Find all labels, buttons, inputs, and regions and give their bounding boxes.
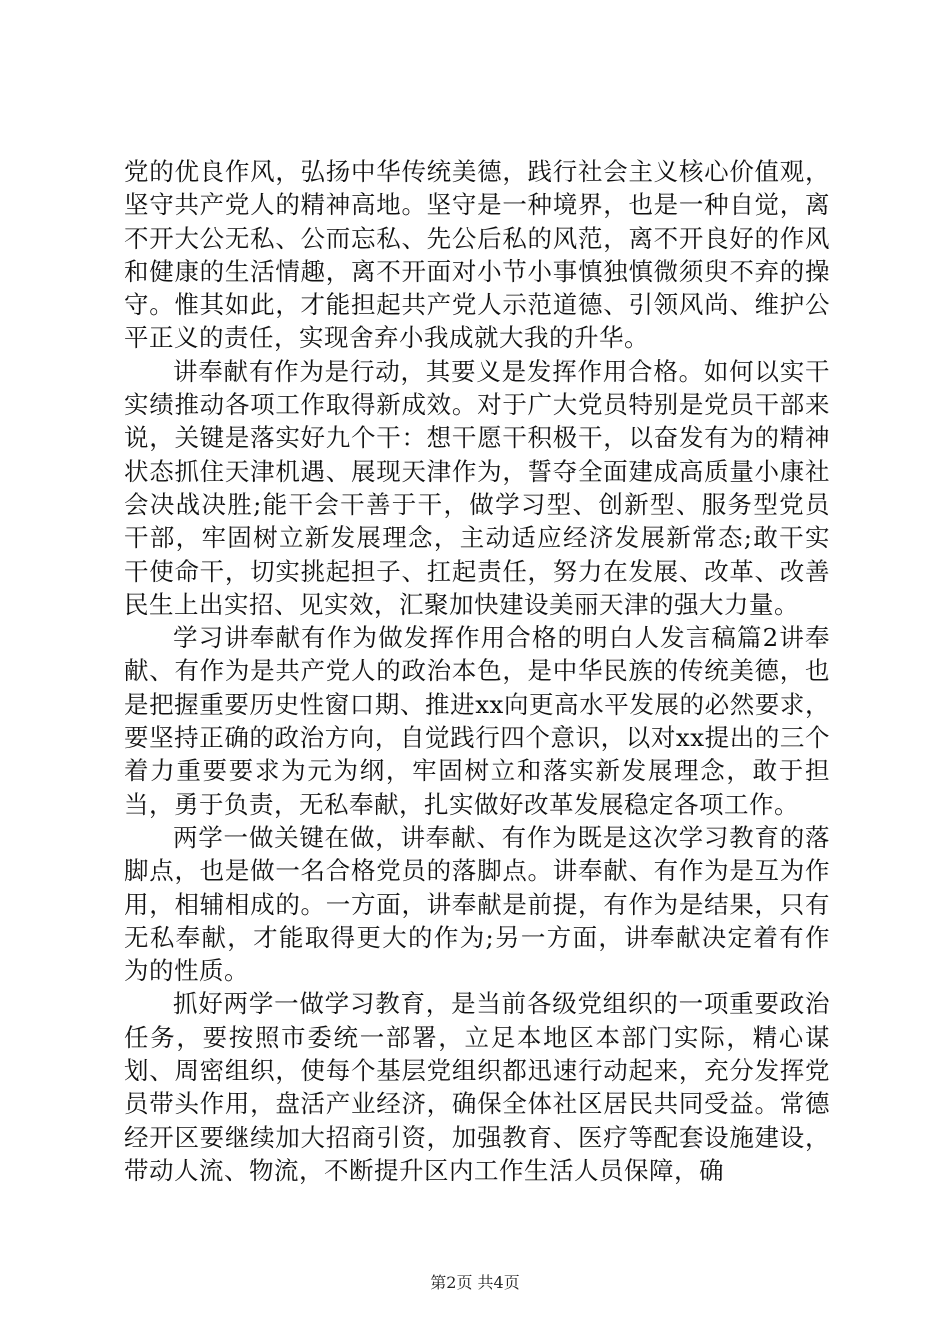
page-footer (0, 1273, 950, 1293)
page-number-label: 第2页 共4页 (430, 1273, 520, 1292)
paragraph-4: 两学一做关键在做，讲奉献、有作为既是这次学习教育的落脚点，也是做一名合格党员的落脚点。讲奉献、有作为是互为作用，相辅相成的。一方面，讲奉献是前提，有作为是结果，只有无私奉献，才能取得更大的作为;另一方面，讲奉献决定着有作为的性质。 (124, 822, 830, 986)
paragraph-2: 讲奉献有作为是行动，其要义是发挥作用合格。如何以实干实绩推动各项工作取得新成效。对于广大党员特别是党员干部来说，关键是落实好九个干：想干愿干积极干，以奋发有为的精神状态抓住天津机遇、展现天津作为，誓夺全面建成高质量小康社会决战决胜;能干会干善于干，做学习型、创新型、服务型党员干部，牢固树立新发展理念，主动适应经济发展新常态;敢干实干使命干，切实挑起担子、扛起责任，努力在发展、改革、改善民生上出实招、见实效，汇聚加快建设美丽天津的强大力量。 (124, 356, 830, 619)
document-body (124, 155, 830, 1187)
paragraph-3: 学习讲奉献有作为做发挥作用合格的明白人发言稿篇2讲奉献、有作为是共产党人的政治本色，是中华民族的传统美德，也是把握重要历史性窗口期、推进xx向更高水平发展的必然要求，要坚持正确的政治方向，自觉践行四个意识，以对xx提出的三个着力重要要求为元为纲，牢固树立和落实新发展理念，敢于担当，勇于负责，无私奉献，扎实做好改革发展稳定各项工作。 (124, 623, 830, 819)
paragraph-1: 党的优良作风，弘扬中华传统美德，践行社会主义核心价值观，坚守共产党人的精神高地。坚守是一种境界，也是一种自觉，离不开大公无私、公而忘私、先公后私的风范，离不开良好的作风和健康的生活情趣，离不开面对小节小事慎独慎微须臾不弃的操守。惟其如此，才能担起共产党人示范道德、引领风尚、维护公平正义的责任，实现舍弃小我成就大我的升华。 (124, 157, 830, 353)
paragraph-5: 抓好两学一做学习教育，是当前各级党组织的一项重要政治任务，要按照市委统一部署，立足本地区本部门实际，精心谋划、周密组织，使每个基层党组织都迅速行动起来，充分发挥党员带头作用，盘活产业经济，确保全体社区居民共同受益。常德经开区要继续加大招商引资，加强教育、医疗等配套设施建设，带动人流、物流，不断提升区内工作生活人员保障，确 (124, 989, 830, 1185)
